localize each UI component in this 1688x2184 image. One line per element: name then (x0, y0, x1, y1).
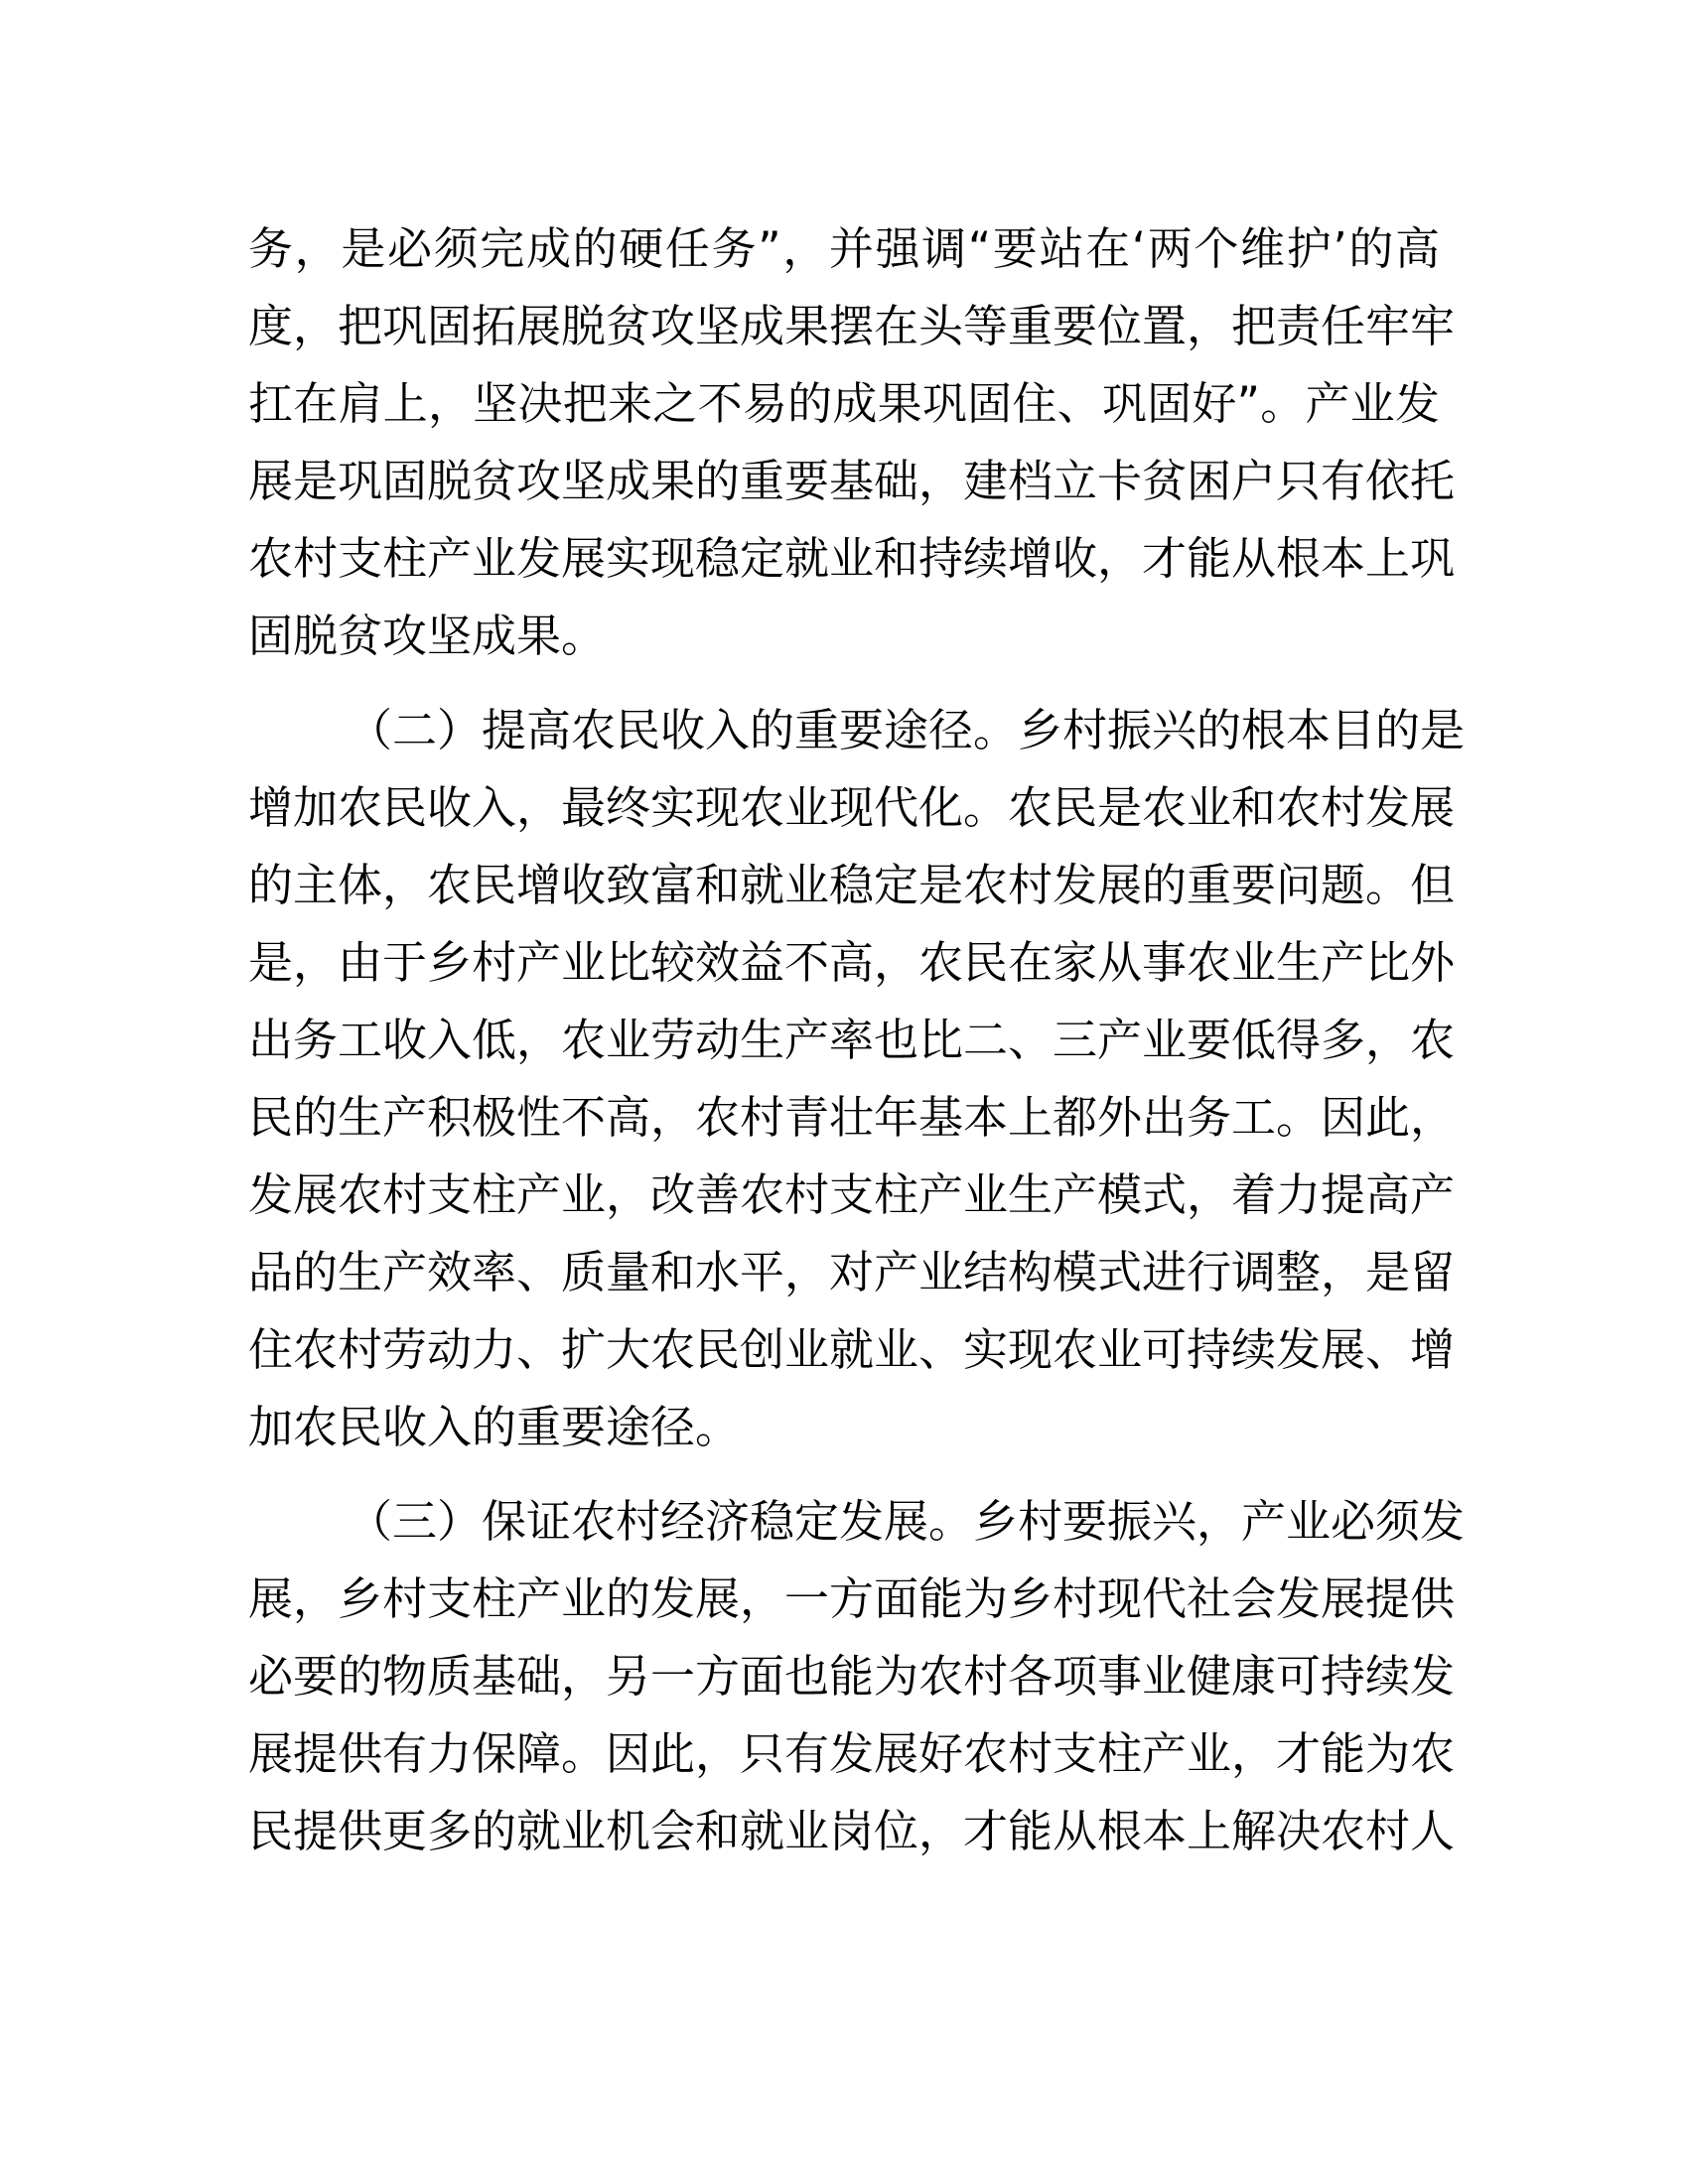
text-line: 展，乡村支柱产业的发展，一方面能为乡村现代社会发展提供 (248, 1572, 1456, 1625)
text-line: 品的生产效率、质量和水平，对产业结构模式进行调整，是留 (248, 1246, 1456, 1298)
text-line: 展提供有力保障。因此，只有发展好农村支柱产业，才能为农 (248, 1727, 1456, 1780)
section-heading-line: （二）提高农民收入的重要途径。乡村振兴的根本目的是 (348, 704, 1466, 756)
text-line: 务，是必须完成的硬任务”，并强调“要站在‘两个维护’的高 (248, 222, 1440, 275)
text-line: 发展农村支柱产业，改善农村支柱产业生产模式，着力提高产 (248, 1168, 1456, 1221)
text-line: 民提供更多的就业机会和就业岗位，才能从根本上解决农村人 (248, 1805, 1456, 1857)
text-line: 农村支柱产业发展实现稳定就业和持续增收，才能从根本上巩 (248, 532, 1456, 585)
text-line: 度，把巩固拓展脱贫攻坚成果摆在头等重要位置，把责任牢牢 (248, 300, 1456, 352)
text-line: 必要的物质基础，另一方面也能为农村各项事业健康可持续发 (248, 1650, 1456, 1703)
text-line: 出务工收入低，农业劳动生产率也比二、三产业要低得多，农 (248, 1014, 1456, 1066)
document-page (248, 210, 1466, 1887)
text-line: 加农民收入的重要途径。 (248, 1401, 741, 1453)
text-line: 固脱贫攻坚成果。 (248, 610, 607, 662)
paragraph-2-section-two (248, 692, 1466, 1466)
text-line: 是，由于乡村产业比较效益不高，农民在家从事农业生产比外 (248, 936, 1456, 989)
paragraph-1-continuation (248, 210, 1456, 675)
text-line: 的主体，农民增收致富和就业稳定是农村发展的重要问题。但 (248, 859, 1456, 911)
section-heading-line: （三）保证农村经济稳定发展。乡村要振兴，产业必须发 (348, 1495, 1466, 1548)
text-line: 增加农民收入，最终实现农业现代化。农民是农业和农村发展 (248, 781, 1456, 834)
text-line: 展是巩固脱贫攻坚成果的重要基础，建档立卡贫困户只有依托 (248, 455, 1456, 507)
paragraph-3-section-three (248, 1483, 1466, 1870)
text-line: 扛在肩上，坚决把来之不易的成果巩固住、巩固好”。产业发 (248, 377, 1440, 430)
text-line: 住农村劳动力、扩大农民创业就业、实现农业可持续发展、增 (248, 1323, 1456, 1376)
text-line: 民的生产积极性不高，农村青壮年基本上都外出务工。因此， (248, 1091, 1456, 1144)
